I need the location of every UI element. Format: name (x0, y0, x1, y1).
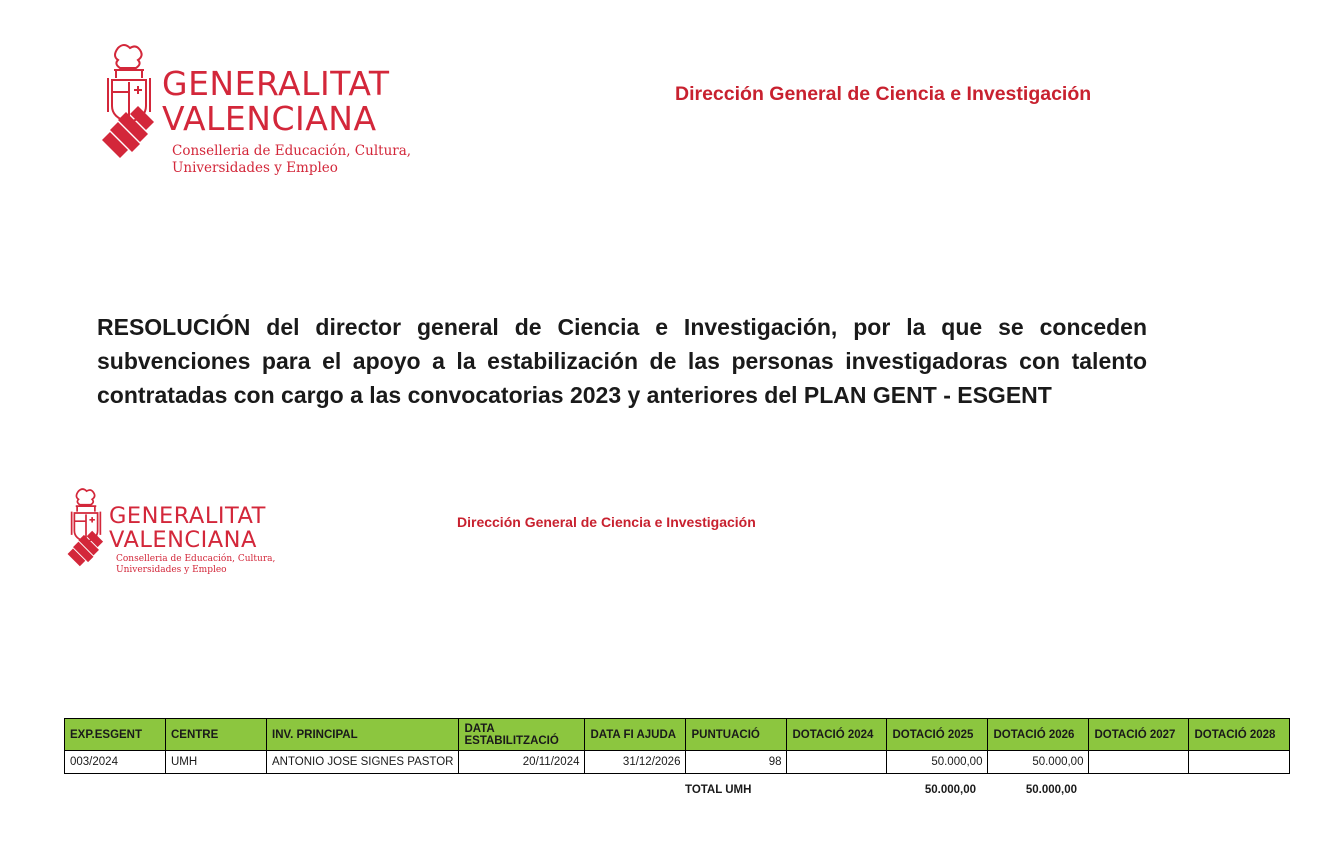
table-cell: 98 (686, 751, 787, 774)
table-cell: UMH (166, 751, 267, 774)
generalitat-emblem-icon (66, 487, 106, 569)
column-header: DATA ESTABILITZACIÓ (459, 719, 585, 751)
table-cell (1189, 751, 1290, 774)
department-name: Dirección General de Ciencia e Investigación (675, 83, 1092, 105)
table-cell: 31/12/2026 (585, 751, 686, 774)
logo-subtitle-line-2: Universidades y Empleo (116, 565, 227, 576)
column-header: DATA FI AJUDA (585, 719, 686, 751)
table-row (65, 751, 1290, 774)
generalitat-logo (100, 42, 412, 182)
column-header: DOTACIÓ 2026 (988, 719, 1089, 751)
column-header: PUNTUACIÓ (686, 719, 787, 751)
logo-line-2: VALENCIANA (109, 527, 257, 553)
table-header-row (65, 719, 1290, 751)
column-header: DOTACIÓ 2028 (1189, 719, 1290, 751)
resolution-title: RESOLUCIÓN del director general de Ciencia e Investigación, por la que se conceden subvenciones para el apoyo a la estabilización de las personas investigadoras con talento contratadas con cargo a las convocatorias 2023 y anteriores del PLAN GENT - ESGENT (97, 314, 1147, 408)
table-cell (787, 751, 887, 774)
logo-line-1: GENERALITAT (162, 64, 390, 103)
column-header: INV. PRINCIPAL (267, 719, 459, 751)
logo-subtitle (172, 143, 411, 177)
table-cell: 003/2024 (65, 751, 166, 774)
grants-table (64, 718, 1290, 774)
total-2025: 50.000,00 (924, 784, 976, 796)
generalitat-emblem-icon (100, 42, 158, 162)
logo-line-1: GENERALITAT (109, 503, 266, 529)
department-name-annex: Dirección General de Ciencia e Investigación (457, 514, 756, 530)
table-cell: ANTONIO JOSE SIGNES PASTOR (267, 751, 459, 774)
logo-line-2: VALENCIANA (162, 99, 377, 138)
column-header: CENTRE (166, 719, 267, 751)
column-header: EXP.ESGENT (65, 719, 166, 751)
table-cell: 50.000,00 (988, 751, 1089, 774)
column-header: DOTACIÓ 2024 (787, 719, 887, 751)
logo-subtitle-line-1: Conselleria de Educación, Cultura, (116, 554, 276, 564)
table-cell: 20/11/2024 (459, 751, 585, 774)
logo-subtitle (116, 554, 275, 577)
table-cell (1089, 751, 1189, 774)
total-label: TOTAL UMH (685, 784, 752, 796)
generalitat-logo-annex (66, 487, 276, 582)
column-header: DOTACIÓ 2025 (887, 719, 988, 751)
table-cell: 50.000,00 (887, 751, 988, 774)
logo-subtitle-line-1: Conselleria de Educación, Cultura, (172, 143, 412, 159)
total-2026: 50.000,00 (1025, 784, 1077, 796)
column-header: DOTACIÓ 2027 (1089, 719, 1189, 751)
logo-subtitle-line-2: Universidades y Empleo (172, 159, 338, 176)
